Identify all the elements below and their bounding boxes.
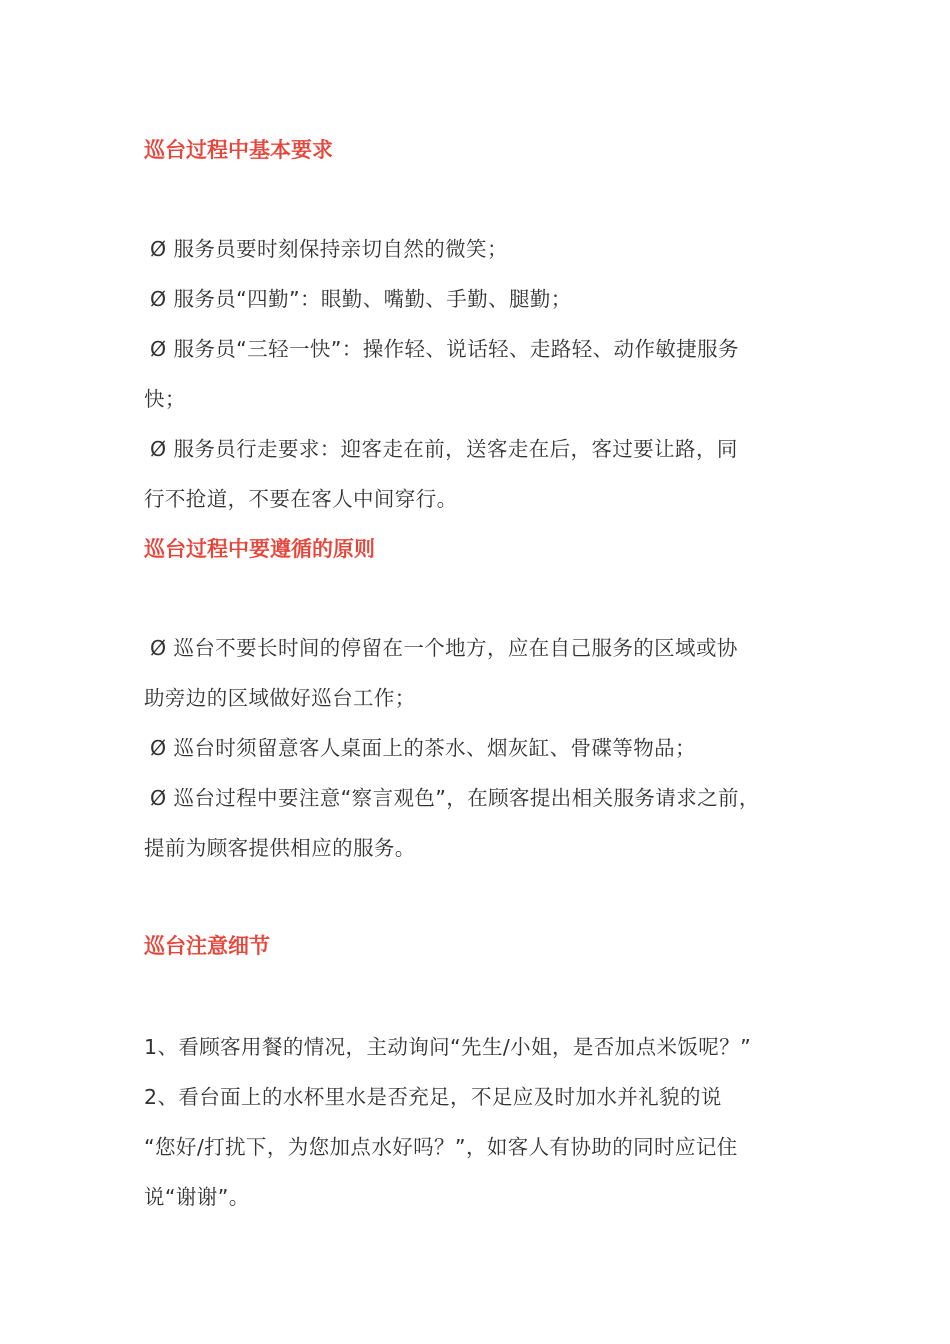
bullet-line: Ø 巡台过程中要注意“察言观色”，在顾客提出相关服务请求之前， [150, 786, 760, 810]
section-heading-principles: 巡台过程中要遵循的原则 [144, 537, 375, 561]
bullet-line-continuation: 行不抢道，不要在客人中间穿行。 [144, 487, 458, 511]
bullet-line: Ø 巡台不要长时间的停留在一个地方，应在自己服务的区域或协 [150, 636, 738, 660]
numbered-line: 2、看台面上的水杯里水是否充足，不足应及时加水并礼貌的说 [144, 1085, 722, 1109]
bullet-line: Ø 服务员行走要求：迎客走在前，送客走在后，客过要让路，同 [150, 437, 738, 461]
section-heading-basic-requirements: 巡台过程中基本要求 [144, 138, 333, 162]
numbered-line-continuation: “您好/打扰下，为您加点水好吗？”，如客人有协助的同时应记住 [144, 1135, 738, 1159]
bullet-line-continuation: 快； [144, 387, 186, 411]
numbered-line-continuation: 说“谢谢”。 [144, 1185, 250, 1209]
bullet-line-continuation: 助旁边的区域做好巡台工作； [144, 686, 416, 710]
bullet-line: Ø 巡台时须留意客人桌面上的茶水、烟灰缸、骨碟等物品； [150, 736, 696, 760]
section-heading-details: 巡台注意细节 [144, 934, 270, 958]
bullet-line: Ø 服务员要时刻保持亲切自然的微笑； [150, 237, 508, 261]
bullet-line: Ø 服务员“三轻一快”：操作轻、说话轻、走路轻、动作敏捷服务 [150, 337, 739, 361]
numbered-line: 1、看顾客用餐的情况，主动询问“先生/小姐，是否加点米饭呢？” [144, 1035, 752, 1059]
bullet-line: Ø 服务员“四勤”：眼勤、嘴勤、手勤、腿勤； [150, 287, 572, 311]
bullet-line-continuation: 提前为顾客提供相应的服务。 [144, 836, 416, 860]
